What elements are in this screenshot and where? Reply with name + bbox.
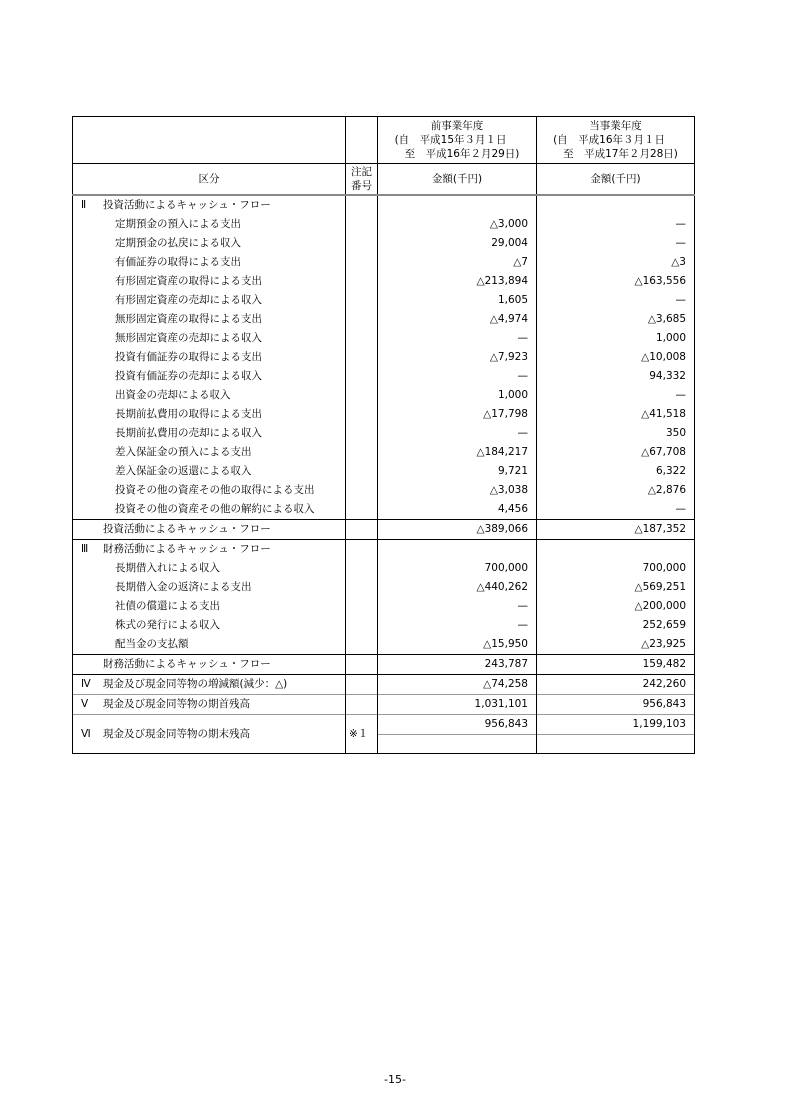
note-cell [346,559,378,578]
prev-amount: 700,000 [378,559,537,578]
section-header-row [73,195,695,215]
subtotal-row [73,520,695,540]
prev-amount: — [378,367,537,386]
line-item-label: 投資その他の資産その他の解約による収入 [73,500,346,520]
curr-amount: 350 [537,424,695,443]
total-row [73,715,695,735]
table-row [73,329,695,348]
prev-amount: 1,000 [378,386,537,405]
prev-amount: 29,004 [378,234,537,253]
prev-amount: — [378,424,537,443]
line-item-label: 有形固定資産の取得による支出 [73,272,346,291]
prev-period-to: 至 平成16年２月29日) [404,148,520,160]
curr-amount-blank [537,735,695,754]
note-cell [346,329,378,348]
table-row [73,635,695,655]
table-row [73,234,695,253]
table-row [73,559,695,578]
note-cell [346,443,378,462]
note-cell [346,195,378,215]
prev-amount: △440,262 [378,578,537,597]
note-cell [346,462,378,481]
curr-amount: △3 [537,253,695,272]
note-cell [346,424,378,443]
curr-amount: — [537,234,695,253]
prev-period-title: 前事業年度 [430,120,484,132]
total-label [73,695,346,715]
prev-amount: — [378,616,537,635]
curr-amount: 252,659 [537,616,695,635]
table-row [73,462,695,481]
curr-period-from: (自 平成16年３月１日 [553,134,666,146]
curr-amount: — [537,500,695,520]
header-curr-amount: 金額(千円) [537,164,695,196]
section-title [73,195,346,215]
note-cell [346,616,378,635]
line-item-label: 差入保証金の預入による支出 [73,443,346,462]
note-cell [346,695,378,715]
curr-amount: △3,685 [537,310,695,329]
prev-amount: 956,843 [378,715,537,735]
note-cell [346,215,378,234]
total-label [73,675,346,695]
curr-amount: △187,352 [537,520,695,540]
prev-amount: — [378,329,537,348]
prev-amount: △17,798 [378,405,537,424]
line-item-label: 長期前払費用の取得による支出 [73,405,346,424]
line-item-label: 差入保証金の返還による収入 [73,462,346,481]
header-category: 区分 [73,164,346,196]
note-cell: ※１ [346,715,378,754]
line-item-label: 長期借入れによる収入 [73,559,346,578]
line-item-label: 有形固定資産の売却による収入 [73,291,346,310]
header-blank [73,117,346,164]
line-item-label: 定期預金の払戻による収入 [73,234,346,253]
prev-amount: △184,217 [378,443,537,462]
table-row [73,291,695,310]
curr-amount: △41,518 [537,405,695,424]
curr-amount: △569,251 [537,578,695,597]
curr-amount: △163,556 [537,272,695,291]
header-note-blank [346,117,378,164]
curr-amount: 159,482 [537,655,695,675]
curr-amount: △200,000 [537,597,695,616]
note-cell [346,500,378,520]
line-item-label: 投資その他の資産その他の取得による支出 [73,481,346,500]
curr-amount: — [537,215,695,234]
curr-amount [537,195,695,215]
line-item-label: 社債の償還による支出 [73,597,346,616]
prev-amount: △74,258 [378,675,537,695]
curr-amount: △67,708 [537,443,695,462]
line-item-label: 無形固定資産の売却による収入 [73,329,346,348]
line-item-label: 株式の発行による収入 [73,616,346,635]
curr-amount: 94,332 [537,367,695,386]
note-cell [346,520,378,540]
note-cell [346,540,378,560]
table-row [73,367,695,386]
section-roman-numeral: Ⅳ [81,678,91,690]
table-row [73,215,695,234]
section-roman-numeral: Ⅱ [81,199,87,211]
section-title-text: 投資活動によるキャッシュ・フロー [103,199,271,211]
cash-flow-table [72,116,695,754]
note-cell [346,578,378,597]
line-item-label: 無形固定資産の取得による支出 [73,310,346,329]
total-row [73,675,695,695]
total-label-text: 現金及び現金同等物の期首残高 [103,698,250,710]
note-cell [346,655,378,675]
header-column-row [73,164,695,196]
note-cell [346,367,378,386]
curr-amount: 6,322 [537,462,695,481]
table-row [73,500,695,520]
table-row [73,578,695,597]
prev-amount: △7,923 [378,348,537,367]
note-cell [346,597,378,616]
section-roman-numeral: Ⅵ [81,727,91,740]
table-row [73,386,695,405]
note-cell [346,272,378,291]
prev-amount-blank [378,735,537,754]
table-row [73,443,695,462]
line-item-label: 定期預金の預入による支出 [73,215,346,234]
section-roman-numeral: Ⅴ [81,698,89,710]
header-note-number: 注記 番号 [346,164,378,196]
table-row [73,597,695,616]
prev-amount: 4,456 [378,500,537,520]
note-cell [346,234,378,253]
page-number: -15- [384,1073,406,1086]
prev-amount: △213,894 [378,272,537,291]
table-row [73,253,695,272]
line-item-label: 投資有価証券の取得による支出 [73,348,346,367]
note-cell [346,348,378,367]
prev-amount [378,195,537,215]
line-item-label: 出資金の売却による収入 [73,386,346,405]
prev-amount: △15,950 [378,635,537,655]
prev-amount: 9,721 [378,462,537,481]
prev-amount: △3,000 [378,215,537,234]
curr-amount: 700,000 [537,559,695,578]
prev-amount: 1,605 [378,291,537,310]
line-item-label: 有価証券の取得による支出 [73,253,346,272]
total-label-text: 現金及び現金同等物の期末残高 [103,727,250,740]
prev-amount [378,540,537,560]
curr-period-title: 当事業年度 [589,120,642,132]
curr-amount: △2,876 [537,481,695,500]
table-row [73,272,695,291]
note-cell [346,675,378,695]
prev-amount: — [378,597,537,616]
curr-amount: 1,199,103 [537,715,695,735]
section-title [73,540,346,560]
section-roman-numeral: Ⅲ [81,543,89,555]
table-row [73,424,695,443]
curr-amount: △10,008 [537,348,695,367]
note-cell [346,405,378,424]
line-item-label: 長期前払費用の売却による収入 [73,424,346,443]
line-item-label: 長期借入金の返済による支出 [73,578,346,597]
note-cell [346,635,378,655]
total-label [73,715,346,754]
line-item-label: 投資有価証券の売却による収入 [73,367,346,386]
note-cell [346,386,378,405]
header-prev-amount: 金額(千円) [378,164,537,196]
subtotal-label: 財務活動によるキャッシュ・フロー [73,655,346,675]
prev-amount: △7 [378,253,537,272]
curr-amount: 242,260 [537,675,695,695]
prev-amount: △4,974 [378,310,537,329]
curr-amount: — [537,291,695,310]
note-cell [346,481,378,500]
curr-period-to: 至 平成17年２月28日) [563,148,678,160]
prev-period-from: (自 平成15年３月１日 [394,134,507,146]
curr-amount: 1,000 [537,329,695,348]
section-title-text: 財務活動によるキャッシュ・フロー [103,543,271,555]
table-row [73,310,695,329]
table-row [73,616,695,635]
total-label-text: 現金及び現金同等物の増減額(減少：△) [103,678,288,690]
curr-amount: — [537,386,695,405]
note-cell [346,291,378,310]
table-row [73,481,695,500]
subtotal-row [73,655,695,675]
section-header-row [73,540,695,560]
prev-period-range [395,133,520,161]
line-item-label: 配当金の支払額 [73,635,346,655]
curr-amount: △23,925 [537,635,695,655]
curr-amount: 956,843 [537,695,695,715]
curr-period-range [553,133,678,161]
prev-amount: 1,031,101 [378,695,537,715]
header-period-row [73,117,695,164]
header-curr-period [537,117,695,164]
curr-amount [537,540,695,560]
table-row [73,405,695,424]
prev-amount: △389,066 [378,520,537,540]
total-row [73,695,695,715]
prev-amount: 243,787 [378,655,537,675]
header-prev-period [378,117,537,164]
note-cell [346,253,378,272]
note-cell [346,310,378,329]
prev-amount: △3,038 [378,481,537,500]
table-row [73,348,695,367]
subtotal-label: 投資活動によるキャッシュ・フロー [73,520,346,540]
